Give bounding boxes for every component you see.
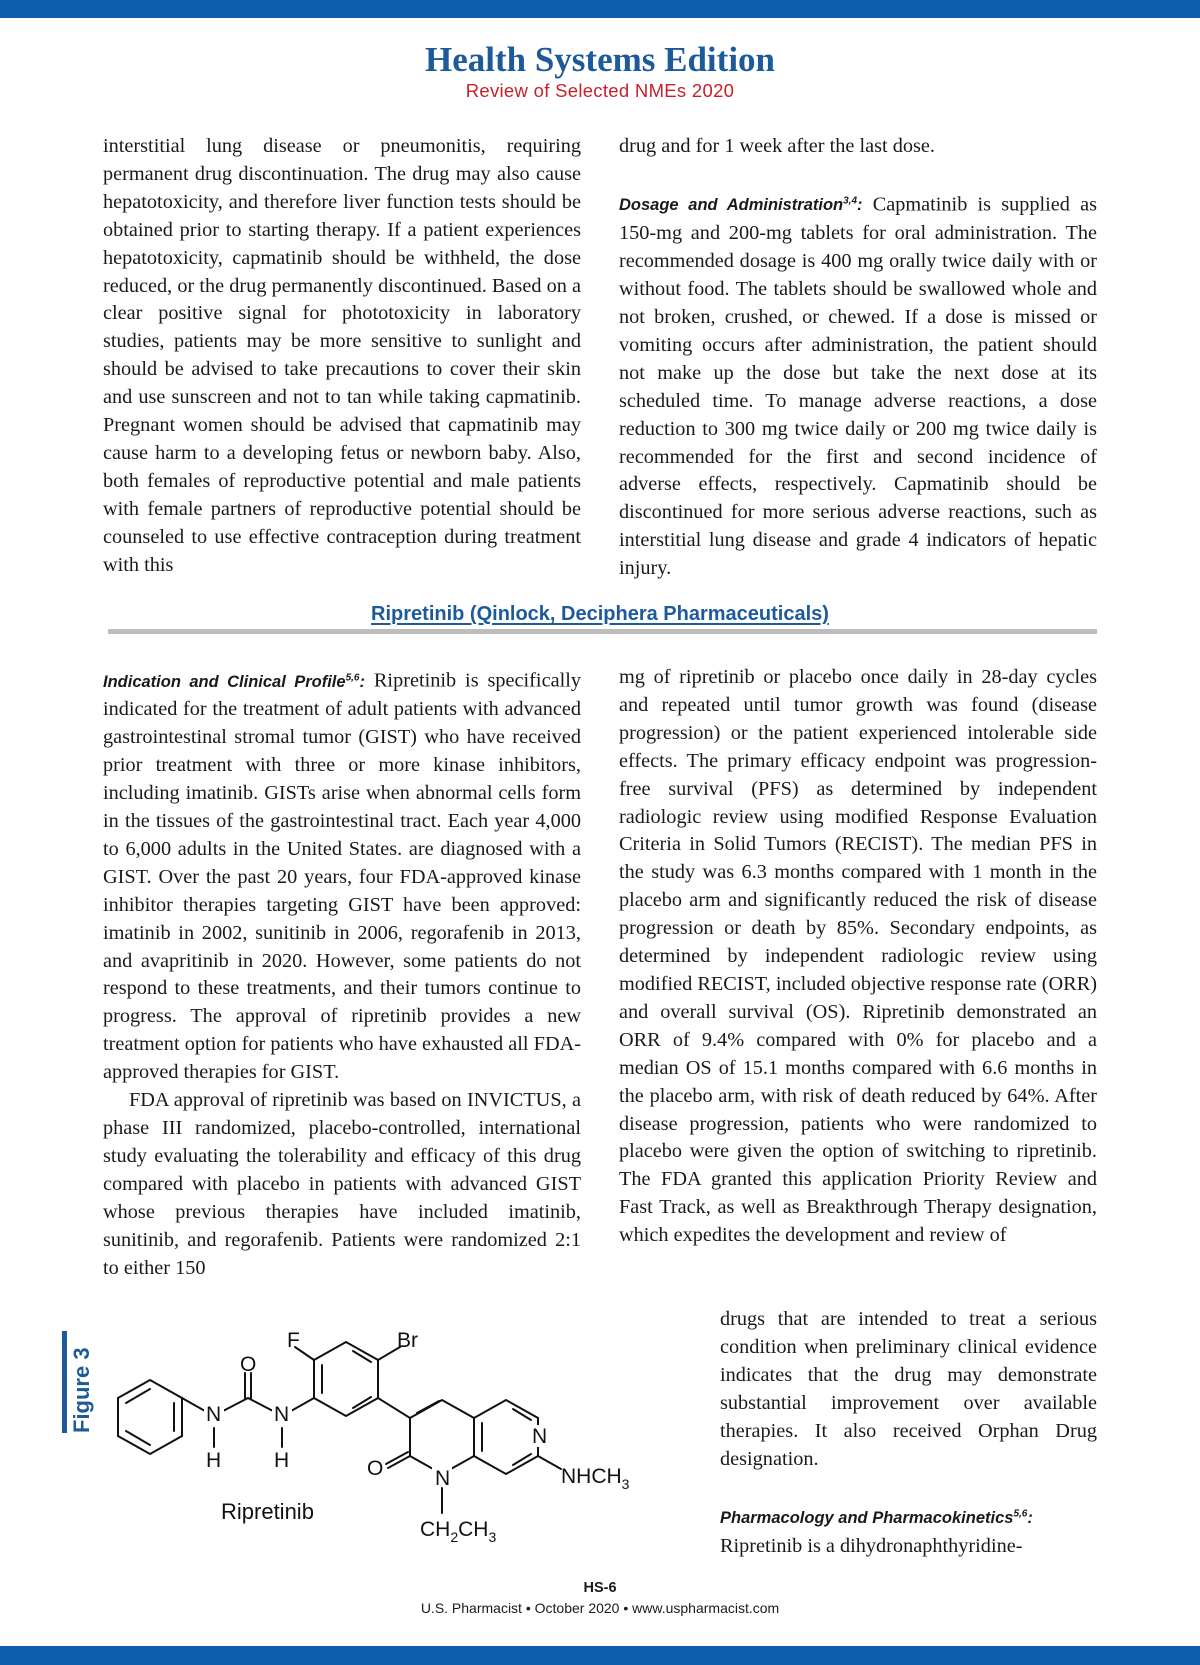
figure-label xyxy=(62,1331,94,1433)
capmatinib-column-left xyxy=(103,133,581,580)
designation-paragraph: drugs that are intended to treat a serious condition when preliminary clinical evidence indicates that the drug may demonstrate substantial improvement over available therapies. It also received Orphan Drug designation. xyxy=(720,1308,1097,1470)
phenyl-ring xyxy=(118,1380,182,1454)
atom-h2: H xyxy=(274,1449,290,1472)
bottom-color-bar xyxy=(0,1646,1200,1665)
capmatinib-continuation: drug and for 1 week after the last dose. xyxy=(619,135,935,157)
atom-carbonyl-oxygen: O xyxy=(240,1353,257,1376)
capmatinib-paragraph: interstitial lung disease or pneumonitis, requiring permanent drug discontinuation. The drug may also cause hepatotoxicity, and therefore liver function tests should be obtained prior to starting therapy. If a patient experiences hepatotoxicity, capmatinib should be withheld, the dose reduced, or the drug permanently discontinued. Based on a clear positive signal for phototoxicity in laboratory studies, patients may be more sensitive to sunlight and should be advised to take precautions to cover their skin and use sunscreen and not to tan while taking capmatinib. Pregnant women should be advised that capmatinib may cause harm to a developing fetus or newborn baby. Also, both females of reproductive potential and male patients with female partners of reproductive potential should be counseled to use effective contraception during treatment with this xyxy=(103,135,581,576)
ripretinib-structure-diagram xyxy=(105,1325,700,1565)
dosage-paragraph xyxy=(619,188,1097,583)
fluorobromo-ring xyxy=(314,1342,378,1416)
capmatinib-column-right xyxy=(619,133,1097,583)
figure-caption: Ripretinib xyxy=(221,1499,314,1524)
section-rule xyxy=(108,629,1097,634)
indication-heading: Indication and Clinical Profile$^{5,6}$: xyxy=(103,672,365,691)
ripretinib-column-left xyxy=(103,664,581,1282)
pyridine-ring xyxy=(474,1400,538,1474)
atom-bromine: Br xyxy=(397,1329,418,1352)
atom-methylamino: $NHCH_3$ xyxy=(561,1465,630,1492)
atom-amide-n1: N xyxy=(206,1403,222,1426)
figure-label-bar xyxy=(62,1331,67,1433)
atom-fluorine: F xyxy=(287,1329,300,1352)
footer-citation: U.S. Pharmacist • October 2020 • www.uspharmacist.com xyxy=(420,1600,780,1616)
dosage-text: Capmatinib is supplied as 150-mg and 200-mg tablets for oral administration. The recommended dosage is 400 mg orally twice daily with or without food. The tablets should be swallowed whole and not broken, crushed, or chewed. If a dose is missed or vomiting occurs after administration, the patient should not make up the dose but take the next dose at its scheduled time. To manage adverse reactions, a dose reduction to 300 mg twice daily or 200 mg twice daily is recommended for the first and second incidence of adverse effects, respectively. Capmatinib should be discontinued for more serious adverse reactions, such as interstitial lung disease and grade 4 indicators of hepatic injury. xyxy=(619,193,1097,580)
pharmacology-text: Ripretinib is a dihydronaphthyridine- xyxy=(720,1534,1023,1557)
section-heading: Ripretinib (Qinlock, Deciphera Pharmaceuticals) xyxy=(371,603,829,625)
atom-pyridine-n: N xyxy=(532,1425,548,1448)
page-footer xyxy=(0,1578,1200,1618)
page-number: HS-6 xyxy=(583,1580,617,1596)
atom-lactam-oxygen: O xyxy=(367,1457,384,1480)
atom-amide-n2: N xyxy=(274,1403,290,1426)
top-color-bar xyxy=(0,0,1200,18)
trial-results-paragraph: mg of ripretinib or placebo once daily in 28-day cycles and repeated until tumor growth was found (disease progression) or the patient experienced intolerable side effects. The primary efficacy endpoint was progression-free survival (PFS) as determined by independent radiologic review using modified Response Evaluation Criteria in Solid Tumors (RECIST). The median PFS in the study was 6.3 months compared with 1 month in the placebo arm and significantly reduced the risk of disease progression or death by 85%. Secondary endpoints, as determined by independent radiologic review using modified RECIST, included objective response rate (ORR) and overall survival (OS). Ripretinib demonstrated an ORR of 9.4% compared with 0% for placebo and a median OS of 15.1 months compared with 6.6 months in the placebo arm, with risk of death reduced by 64%. After disease progression, patients who were randomized to placebo were given the option of switching to ripretinib. The FDA granted this application Priority Review and Fast Track, as well as Breakthrough Therapy designation, which expedites the development and review of xyxy=(619,666,1097,1247)
atom-h1: H xyxy=(206,1449,222,1472)
publication-title: Health Systems Edition xyxy=(424,40,776,79)
publication-subtitle: Review of Selected NMEs 2020 xyxy=(465,80,735,101)
indication-text: Ripretinib is specifically indicated for the treatment of adult patients with advanced gastrointestinal stromal tumor (GIST) who have received prior treatment with three or more kinase inhibitors, including imatinib. GISTs arise when abnormal cells form in the tissues of the gastrointestinal tract. Each year 4,000 to 6,000 adults in the United States. are diagnosed with a GIST. Over the past 20 years, four FDA-approved kinase inhibitor therapies targeting GIST have been approved: imatinib in 2002, sunitinib in 2006, regorafenib in 2013, and avapritinib in 2020. However, some patients do not respond to these treatments, and their tumors continue to progress. The approval of ripretinib provides a new treatment option for patients who have exhausted all FDA-approved therapies for GIST. xyxy=(103,669,581,1084)
masthead xyxy=(0,40,1200,102)
ripretinib-column-right xyxy=(619,664,1097,1250)
atom-ethyl: $CH_2CH_3$ xyxy=(420,1518,497,1545)
atom-lactam-n: N xyxy=(435,1467,451,1490)
indication-paragraph xyxy=(103,664,581,1087)
ripretinib-column-right-lower xyxy=(720,1306,1097,1561)
dosage-heading: Dosage and Administration$^{3,4}$: xyxy=(619,195,863,215)
approval-paragraph: FDA approval of ripretinib was based on INVICTUS, a phase III randomized, placebo-controlled, international study evaluating the tolerability and efficacy of this drug compared with placebo in patients with advanced GIST whose previous therapies have included imatinib, sunitinib, and regorafenib. Patients were randomized 2:1 to either 150 xyxy=(103,1089,581,1279)
pharmacology-heading: Pharmacology and Pharmacokinetics$^{5,6}$: xyxy=(720,1508,1033,1527)
figure-label-text: Figure 3 xyxy=(69,1347,94,1433)
